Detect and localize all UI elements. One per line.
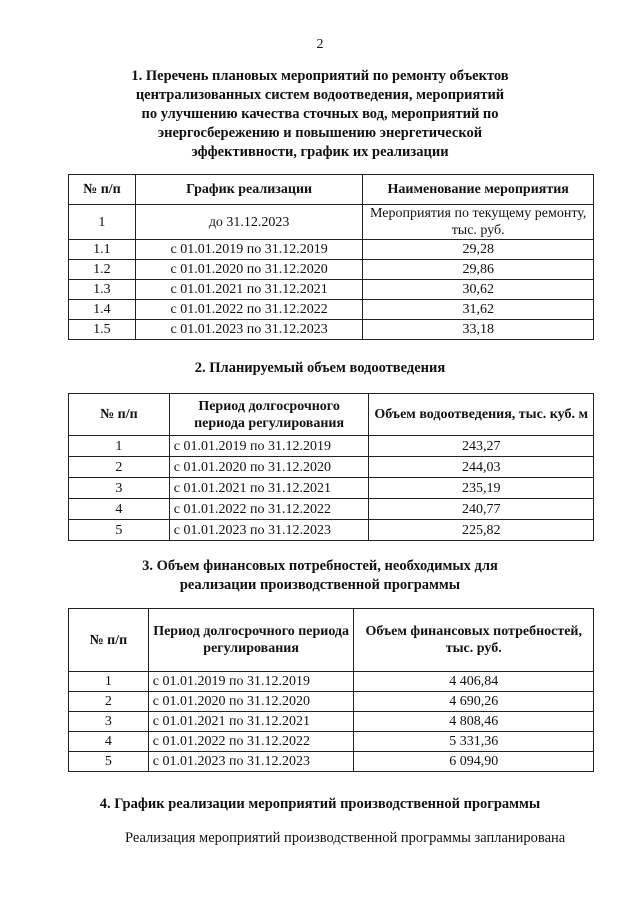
table-cell: с 01.01.2019 по 31.12.2019 — [148, 672, 354, 692]
table-cell: до 31.12.2023 — [135, 205, 363, 240]
table-cell: 6 094,90 — [354, 752, 594, 772]
table-row — [69, 280, 594, 300]
table-cell: 3 — [69, 712, 149, 732]
table-cell: с 01.01.2023 по 31.12.2023 — [148, 752, 354, 772]
table-cell: с 01.01.2023 по 31.12.2023 — [135, 320, 363, 340]
table-header-row — [69, 175, 594, 205]
table-row — [69, 205, 594, 240]
table-cell: 1.3 — [69, 280, 136, 300]
table-cell: с 01.01.2020 по 31.12.2020 — [148, 692, 354, 712]
table-cell: 4 690,26 — [354, 692, 594, 712]
header-cell: Объем водоотведения, тыс. куб. м — [369, 394, 594, 436]
header-cell: № п/п — [69, 175, 136, 205]
table-cell: 29,86 — [363, 260, 594, 280]
section3-title-line: реализации производственной программы — [179, 577, 461, 593]
table-row — [69, 732, 594, 752]
section1-title-line: эффективности, график их реализации — [191, 144, 449, 160]
table-cell: 225,82 — [369, 520, 594, 541]
header-cell: Период долгосрочного периода регулирования — [148, 609, 354, 672]
table-cell: 1 — [69, 205, 136, 240]
table-row — [69, 712, 594, 732]
section1-title-line: энергосбережению и повышению энергетической — [157, 125, 483, 141]
table-cell: 30,62 — [363, 280, 594, 300]
header-cell: График реализации — [135, 175, 363, 205]
table-cell: с 01.01.2022 по 31.12.2022 — [169, 499, 369, 520]
table-row — [69, 752, 594, 772]
section3-title — [100, 557, 540, 595]
table-cell: 33,18 — [363, 320, 594, 340]
section1-title-line: по улучшению качества сточных вод, мероприятий по — [141, 106, 499, 122]
section1-title-line: 1. Перечень плановых мероприятий по ремонту объектов — [131, 68, 509, 84]
header-cell: Период долгосрочного периода регулирования — [169, 394, 369, 436]
section1-table — [68, 174, 594, 340]
table-header-row — [69, 609, 594, 672]
table-cell: 244,03 — [369, 457, 594, 478]
table-cell: 243,27 — [369, 436, 594, 457]
table-cell: 5 — [69, 752, 149, 772]
table-cell: 1.5 — [69, 320, 136, 340]
table-cell: 1 — [69, 436, 170, 457]
table-cell: с 01.01.2022 по 31.12.2022 — [148, 732, 354, 752]
section2-title: 2. Планируемый объем водоотведения — [194, 360, 446, 376]
header-cell: № п/п — [69, 609, 149, 672]
table-row — [69, 520, 594, 541]
table-row — [69, 499, 594, 520]
table-cell: с 01.01.2020 по 31.12.2020 — [135, 260, 363, 280]
table-cell: 1.2 — [69, 260, 136, 280]
section1-title — [100, 67, 540, 162]
header-cell: Объем финансовых потребностей, тыс. руб. — [354, 609, 594, 672]
table-cell: 3 — [69, 478, 170, 499]
table-row — [69, 320, 594, 340]
table-cell: с 01.01.2019 по 31.12.2019 — [169, 436, 369, 457]
table-cell: с 01.01.2021 по 31.12.2021 — [169, 478, 369, 499]
table-row — [69, 260, 594, 280]
table-cell: 1.4 — [69, 300, 136, 320]
table-row — [69, 672, 594, 692]
table-cell: с 01.01.2021 по 31.12.2021 — [135, 280, 363, 300]
table-cell: 4 — [69, 499, 170, 520]
table-row — [69, 240, 594, 260]
table-row — [69, 478, 594, 499]
table-cell: 1.1 — [69, 240, 136, 260]
table-cell: 5 — [69, 520, 170, 541]
table-row — [69, 457, 594, 478]
section4-title: 4. График реализации мероприятий производственной программы — [99, 796, 541, 812]
table-cell: Мероприятия по текущему ремонту, тыс. руб. — [363, 205, 594, 240]
table-cell: 5 331,36 — [354, 732, 594, 752]
table-cell: с 01.01.2019 по 31.12.2019 — [135, 240, 363, 260]
header-cell: Наименование мероприятия — [363, 175, 594, 205]
table-header-row — [69, 394, 594, 436]
table-cell: 29,28 — [363, 240, 594, 260]
section1-title-line: централизованных систем водоотведения, мероприятий — [135, 87, 505, 103]
table-row — [69, 436, 594, 457]
table-cell: 1 — [69, 672, 149, 692]
section4-paragraph: Реализация мероприятий производственной программы запланирована — [125, 830, 566, 846]
table-cell: 2 — [69, 457, 170, 478]
table-cell: с 01.01.2020 по 31.12.2020 — [169, 457, 369, 478]
table-cell: 4 808,46 — [354, 712, 594, 732]
header-cell: № п/п — [69, 394, 170, 436]
table-row — [69, 692, 594, 712]
section3-table — [68, 608, 594, 772]
page-number: 2 — [316, 37, 324, 52]
table-cell: с 01.01.2021 по 31.12.2021 — [148, 712, 354, 732]
table-cell: с 01.01.2022 по 31.12.2022 — [135, 300, 363, 320]
table-cell: 31,62 — [363, 300, 594, 320]
section3-title-line: 3. Объем финансовых потребностей, необходимых для — [142, 558, 498, 574]
table-cell: с 01.01.2023 по 31.12.2023 — [169, 520, 369, 541]
table-cell: 235,19 — [369, 478, 594, 499]
section2-table — [68, 393, 594, 541]
table-cell: 4 406,84 — [354, 672, 594, 692]
table-cell: 240,77 — [369, 499, 594, 520]
table-cell: 2 — [69, 692, 149, 712]
table-cell: 4 — [69, 732, 149, 752]
table-row — [69, 300, 594, 320]
